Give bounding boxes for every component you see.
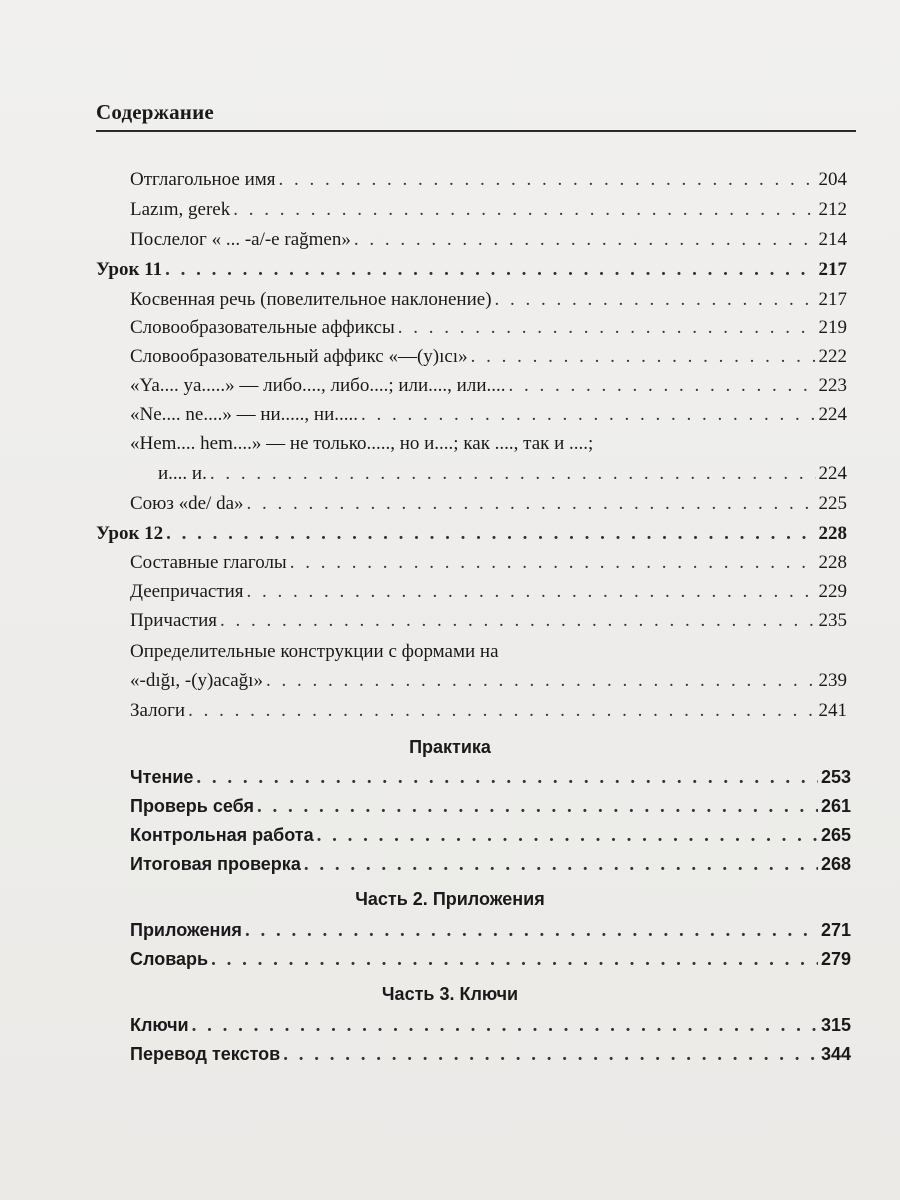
dot-leader [196,766,818,790]
toc-entry[interactable] [130,345,847,371]
toc-entry-page: 229 [818,581,847,602]
toc-lesson-12[interactable] [96,522,847,548]
section-title-part3: Часть 3. Ключи [381,984,519,1004]
toc-entry-page: 261 [820,796,851,816]
toc-entry-label: Словообразовательный аффикс «—(y)ıcı» [130,346,468,367]
toc-entry-label: Составные глаголы [130,552,287,573]
toc-entry-label: Союз «de/ da» [130,493,244,514]
toc-practice-entry[interactable] [130,794,851,820]
dot-leader [361,403,815,427]
toc-entry-page: 239 [818,670,847,691]
toc-entry-page: 344 [820,1044,851,1064]
dot-leader [247,492,816,516]
dot-leader [266,669,816,693]
toc-entry[interactable] [130,699,847,725]
dot-leader [233,198,815,222]
dot-leader [166,522,815,546]
toc-entry-page: 253 [820,767,851,787]
toc-entry-label: Перевод текстов [130,1044,281,1064]
toc-entry-page: 235 [818,610,847,631]
toc-entry[interactable] [130,374,847,400]
toc-entry-page: 224 [818,463,847,484]
title-rule [96,130,856,132]
section-title-practice: Практика [409,737,491,757]
toc-entry-label: Контрольная работа [130,825,314,845]
toc-entry[interactable] [130,609,847,635]
toc-entry[interactable] [130,316,847,342]
toc-entry-page: 225 [818,493,847,514]
dot-leader [245,919,818,943]
toc-entry-page: 271 [820,920,851,940]
toc-entry[interactable] [130,492,847,518]
toc-entry-label: Деепричастия [130,581,244,602]
toc-entry-label: «Ya.... ya.....» — либо...., либо....; или...., или.... [130,375,506,396]
toc-appendix-entry[interactable] [130,918,851,944]
toc-entry-label: Залоги [130,700,186,721]
toc-keys-entry[interactable] [130,1042,851,1068]
toc-entry-label: Чтение [130,767,194,787]
toc-entry-label: Словарь [130,949,209,969]
toc-entry[interactable] [130,288,847,314]
toc-entry[interactable] [130,551,847,577]
toc-entry-label: Ключи [130,1015,189,1035]
section-title-part2: Часть 2. Приложения [355,889,545,909]
dot-leader [304,853,818,877]
toc-entry-first-line: Определительные конструкции с формами на [130,641,499,662]
toc-lesson-page: 217 [818,259,847,280]
toc-entry-page: 268 [820,854,851,874]
toc-entry-label: Lazım, gerek [130,199,231,220]
toc-entry[interactable] [158,462,847,488]
toc-entry-page: 219 [818,317,847,338]
toc-entry-page: 212 [818,199,847,220]
dot-leader [471,345,816,369]
toc-entry-label: и.... и. [158,463,207,484]
toc-entry[interactable] [130,228,847,254]
dot-leader [290,551,816,575]
toc-lesson-label: Урок 12 [96,523,164,544]
dot-leader [283,1043,818,1067]
toc-entry-first-line: «Hem.... hem....» — не только....., но и....; как ...., так и ....; [130,433,594,454]
dot-leader [188,699,815,723]
dot-leader [495,288,816,312]
toc-entry[interactable] [130,669,847,695]
toc-entry-page: 241 [818,700,847,721]
toc-entry-page: 228 [818,552,847,573]
toc-entry[interactable] [130,580,847,606]
toc-entry-page: 217 [818,289,847,310]
toc-appendix-entry[interactable] [130,947,851,973]
dot-leader [354,228,816,252]
dot-leader [211,948,818,972]
toc-practice-entry[interactable] [130,823,851,849]
toc-entry-page: 279 [820,949,851,969]
dot-leader [279,168,816,192]
toc-entry-page: 223 [818,375,847,396]
toc-lesson-11[interactable] [96,258,847,284]
toc-entry-page: 265 [820,825,851,845]
toc-entry[interactable] [130,168,847,194]
toc-entry-label: «-dığı, -(y)acağı» [130,670,263,691]
toc-entry-label: Словообразовательные аффиксы [130,317,395,338]
toc-entry-label: Приложения [130,920,242,940]
page-title: Содержание [96,100,214,124]
toc-entry[interactable] [130,198,847,224]
toc-entry-label: Косвенная речь (повелительное наклонение) [130,289,492,310]
toc-entry-page: 214 [818,229,847,250]
dot-leader [257,795,818,819]
toc-practice-entry[interactable] [130,765,851,791]
toc-lesson-page: 228 [818,523,847,544]
toc-entry-label: Итоговая проверка [130,854,301,874]
dot-leader [317,824,818,848]
toc-entry-page: 224 [818,404,847,425]
dot-leader [220,609,815,633]
toc-entry-label: Причастия [130,610,218,631]
toc-entry-page: 315 [820,1015,851,1035]
dot-leader [398,316,816,340]
dot-leader [210,462,816,486]
dot-leader [165,258,815,282]
dot-leader [192,1014,818,1038]
toc-practice-entry[interactable] [130,852,851,878]
toc-entry-label: Проверь себя [130,796,254,816]
toc-entry-label: Отглагольное имя [130,169,276,190]
toc-entry-page: 222 [818,346,847,367]
toc-entry-page: 204 [818,169,847,190]
toc-lesson-label: Урок 11 [96,259,163,280]
toc-keys-entry[interactable] [130,1013,851,1039]
toc-entry[interactable] [130,403,847,429]
dot-leader [508,374,815,398]
toc-entry-label: Послелог « ... -a/-e rağmen» [130,229,351,250]
toc-entry-label: «Ne.... ne....» — ни....., ни..... [130,404,359,425]
dot-leader [247,580,816,604]
